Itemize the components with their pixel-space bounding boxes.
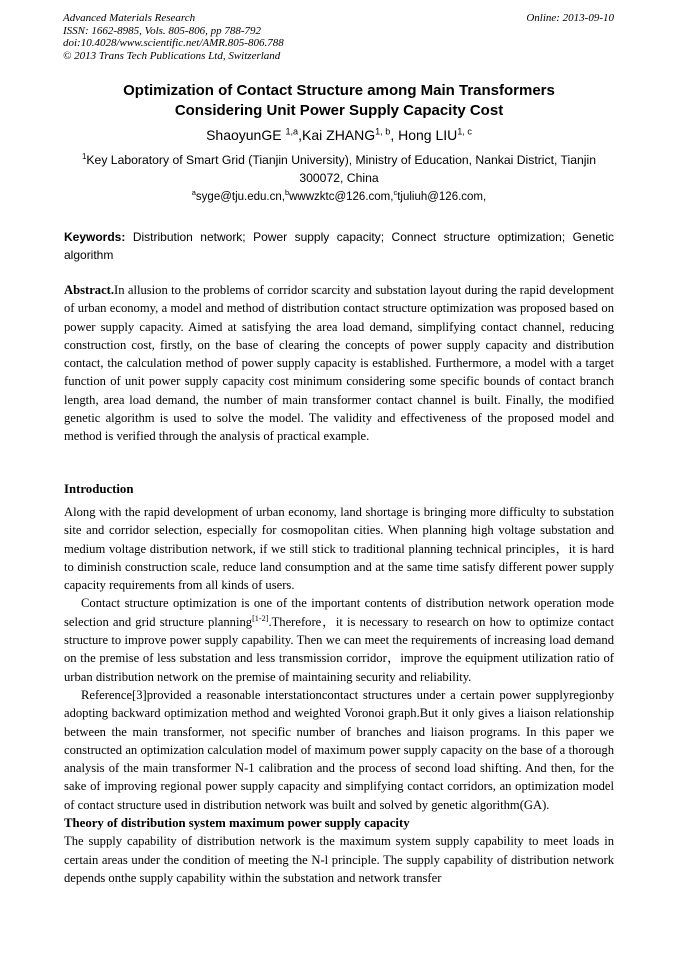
- email-superscript: a: [191, 188, 196, 198]
- author-name: , Hong LIU: [390, 127, 458, 143]
- email-link[interactable]: syge@tju.edu.cn,: [195, 191, 285, 203]
- journal-name: Advanced Materials Research: [63, 12, 196, 24]
- email-superscript: c: [393, 188, 398, 198]
- title-line-2: Considering Unit Power Supply Capacity Cost: [174, 102, 504, 119]
- affiliation-text: Key Laboratory of Smart Grid (Tianjin University), Ministry of Education, Nankai District, Tianjin 300072, China: [86, 153, 596, 185]
- journal-copyright: © 2013 Trans Tech Publications Ltd, Switzerland: [63, 49, 281, 62]
- citation-superscript: [1-2]: [252, 613, 269, 623]
- paragraph: Along with the rapid development of urban economy, land shortage is bringing more difficulty to substation site and corridor selection, especially for cosmopolitan cities. When planning high voltage substation and medium voltage distribution network, if we still stick to traditional planning technical principles，it is hard to diminish construction scale, reduce land consumption and at the same time satisfy different power supply capacity requirements from all kinds of users.: [64, 505, 614, 593]
- paragraph: [64, 594, 614, 685]
- author-name: ,Kai ZHANG: [298, 127, 376, 143]
- paragraph-text: Contact structure optimization is one of the important contents of distribution network operation mode selection and grid structure planning: [64, 596, 614, 629]
- paragraph: Reference[3]provided a reasonable interstationcontact structures under a certain power supplyregionby adopting backward optimization method and weighted Voronoi graph.But it only gives a liaison relationship between the main transformer, not specific number of branches and liaison programs. In this paper we constructed an optimization calculation model of maximum power supply capacity on the base of a thorough analysis of the main transformer N-1 calibration and the process of second load shifting. And then, for the sake of improving regional power supply capacity and simplifying contact corridors, an optimization model of contact structure used in distribution network was built and solved by genetic algorithm(GA).: [64, 687, 614, 812]
- email-superscript: b: [284, 188, 290, 198]
- journal-issn: ISSN: 1662-8985, Vols. 805-806, pp 788-792: [63, 24, 261, 37]
- author-name: ShaoyunGE: [206, 127, 286, 143]
- affiliation-superscript: 1: [82, 151, 87, 161]
- email-link[interactable]: wwwzktc@126.com,: [289, 191, 394, 203]
- abstract-block: [64, 281, 614, 446]
- abstract-text: In allusion to the problems of corridor scarcity and substation layout during the rapid development of urban economy, a model and method of distribution contact structure optimization was proposed based on power supply capacity. Aimed at satisfying the area load demand, simplifying contact channel, reducing construction cost, firstly, on the base of clearing the concepts of power supply capacity and distribution contact, the calculation method of power supply capacity is established. Furthermore, a model with a target function of unit power supply capacity cost minimum considering some specific bounds of contact branch length, area load demand, the number of main transformer contact channel is built. Finally, the modified genetic algorithm is used to solve the model. The validity and effectiveness of the proposed model and method is verified through the analysis of practical example.: [64, 283, 614, 444]
- keywords-text: Distribution network; Power supply capacity; Connect structure optimization; Genetic algorithm: [64, 230, 614, 262]
- online-date: Online: 2013-09-10: [526, 12, 614, 24]
- paragraph-text: .Therefore，it is necessary to research on how to optimize contact structure to improve power supply capability. Then we can meet the requirements of increasing load demand on the premise of less substation and less transmission corridor，improve the equipment utilization ratio of urban distribution network on the premise of maintaining security and reliability.: [64, 614, 614, 684]
- keywords-block: [64, 228, 614, 264]
- affiliation: [64, 151, 614, 187]
- author-emails: [64, 189, 614, 205]
- title-line-1: Optimization of Contact Structure among Main Transformers: [123, 82, 555, 99]
- paragraph: The supply capability of distribution network is the maximum system supply capability to meet loads in certain areas under the condition of meeting the N-l principle. The supply capability of distribution network depends onthe supply capability within the substation and network transfer: [64, 834, 614, 885]
- journal-header: [63, 12, 284, 62]
- paper-title: [40, 81, 638, 121]
- author-superscript: 1, b: [375, 126, 391, 137]
- theory-heading: Theory of distribution system maximum power supply capacity: [64, 816, 410, 831]
- author-list: [40, 125, 638, 145]
- abstract-label: Abstract.: [64, 283, 115, 297]
- email-link[interactable]: tjuliuh@126.com,: [397, 191, 487, 203]
- keywords-label: Keywords:: [64, 230, 126, 244]
- journal-doi: doi:10.4028/www.scientific.net/AMR.805-806.788: [63, 37, 284, 49]
- author-superscript: 1,a: [285, 126, 299, 137]
- introduction-body: [64, 503, 614, 887]
- introduction-heading: Introduction: [64, 482, 134, 496]
- author-superscript: 1, c: [457, 126, 472, 137]
